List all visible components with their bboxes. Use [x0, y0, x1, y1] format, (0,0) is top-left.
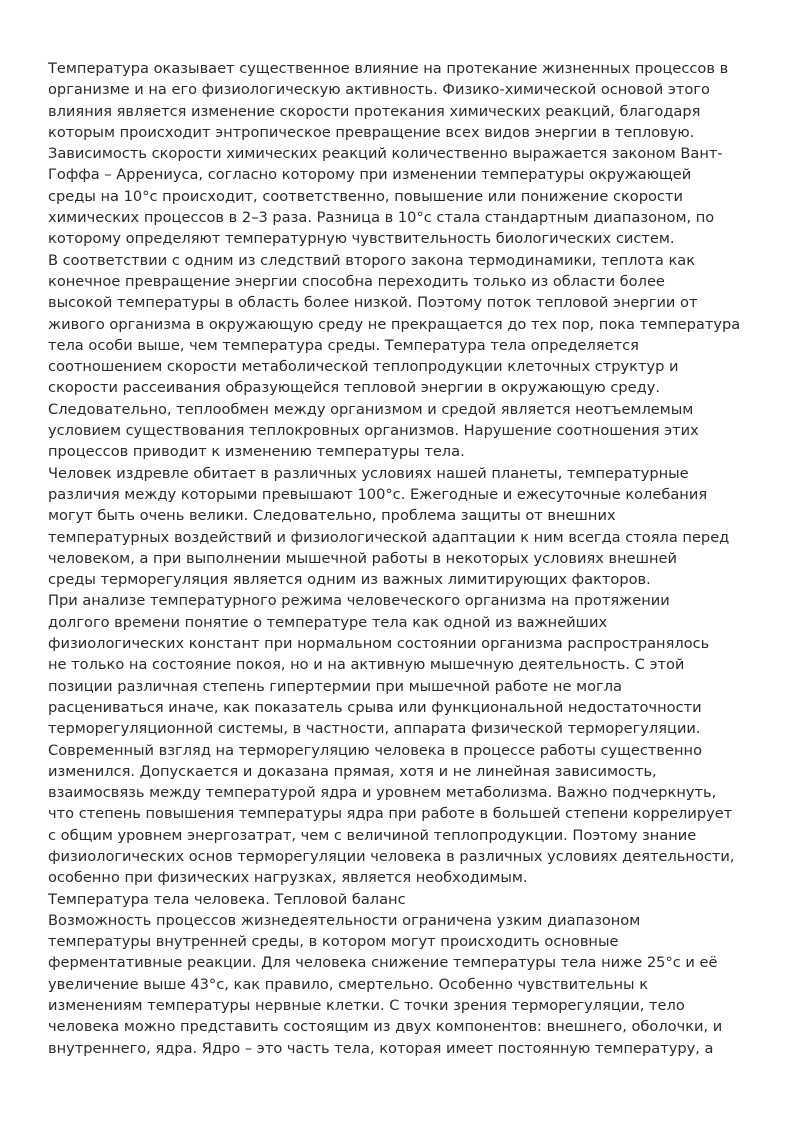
text-line: позиции различная степень гипертермии при мышечной работе не могла	[48, 677, 622, 695]
text-line: изменился. Допускается и доказана прямая, хотя и не линейная зависимость,	[48, 762, 657, 780]
text-line: В соответствии с одним из следствий второго закона термодинамики, теплота как	[48, 251, 696, 269]
text-line: Следовательно, теплообмен между организмом и средой является неотъемлемым	[48, 400, 694, 418]
text-line: тела особи выше, чем температура среды. Температура тела определяется	[48, 336, 639, 354]
text-line: Возможность процессов жизнедеятельности ограничена узким диапазоном	[48, 911, 641, 929]
text-line: влияния является изменение скорости протекания химических реакций, благодаря	[48, 102, 701, 120]
text-line: с общим уровнем энергозатрат, чем с величиной теплопродукции. Поэтому знание	[48, 826, 697, 844]
text-line: температурных воздействий и физиологической адаптации к ним всегда стояла перед	[48, 528, 730, 546]
paragraph-modern-view	[48, 740, 738, 889]
text-line: взаимосвязь между температурой ядра и уровнем метаболизма. Важно подчеркнуть,	[48, 784, 717, 802]
section-heading	[48, 889, 738, 910]
text-line: Температура оказывает существенное влияние на протекание жизненных процессов в	[48, 60, 729, 77]
text-line: которому определяют температурную чувствительность биологических систем.	[48, 230, 675, 248]
text-line: терморегуляционной системы, в частности, аппарата физической терморегуляции.	[48, 720, 701, 738]
text-line: Зависимость скорости химических реакций количественно выражается законом Вант-	[48, 145, 723, 163]
paragraph-temperature-influence	[48, 58, 738, 250]
text-line: изменениям температуры нервные клетки. С точки зрения терморегуляции, тело	[48, 997, 685, 1015]
text-line: температуры внутренней среды, в котором могут происходить основные	[48, 933, 619, 951]
text-line: физиологических основ терморегуляции человека в различных условиях деятельности,	[48, 847, 735, 865]
text-line: человека можно представить состоящим из двух компонентов: внешнего, оболочки, и	[48, 1018, 723, 1036]
text-line: не только на состояние покоя, но и на активную мышечную деятельность. С этой	[48, 656, 685, 674]
text-line: живого организма в окружающую среду не прекращается до тех пор, пока температура	[48, 315, 741, 333]
text-line: Человек издревле обитает в различных условиях нашей планеты, температурные	[48, 464, 689, 482]
text-line: различия между которыми превышают 100°с. Ежегодные и ежесуточные колебания	[48, 485, 708, 503]
text-line: химических процессов в 2–3 раза. Разница в 10°с стала стандартным диапазоном, по	[48, 209, 715, 227]
text-line: долгого времени понятие о температуре тела как одной из важнейших	[48, 613, 608, 631]
text-line: расцениваться иначе, как показатель срыва или функциональной недостаточности	[48, 698, 702, 716]
text-line: Современный взгляд на терморегуляцию человека в процессе работы существенно	[48, 741, 703, 759]
text-line: внутреннего, ядра. Ядро – это часть тела, которая имеет постоянную температуру, а	[48, 1039, 714, 1057]
heading-text: Температура тела человека. Тепловой баланс	[48, 890, 406, 908]
text-line: конечное превращение энергии способна переходить только из области более	[48, 272, 665, 290]
text-line: соотношением скорости метаболической теплопродукции клеточных структур и	[48, 358, 679, 376]
text-line: скорости рассеивания образующейся тепловой энергии в окружающую среду.	[48, 379, 660, 397]
paragraph-thermodynamics	[48, 250, 741, 463]
text-line: увеличение выше 43°с, как правило, смертельно. Особенно чувствительны к	[48, 975, 649, 993]
paragraph-temperature-regime	[48, 590, 738, 739]
text-line: особенно при физических нагрузках, является необходимым.	[48, 869, 528, 887]
text-line: физиологических констант при нормальном состоянии организма распространялось	[48, 635, 710, 653]
paragraph-human-conditions	[48, 463, 738, 591]
text-line: высокой температуры в область более низкой. Поэтому поток тепловой энергии от	[48, 294, 698, 312]
document-page	[48, 58, 741, 1059]
text-line: организме и на его физиологическую активность. Физико-химической основой этого	[48, 81, 710, 99]
text-line: условием существования теплокровных организмов. Нарушение соотношения этих	[48, 422, 699, 440]
text-line: ферментативные реакции. Для человека снижение температуры тела ниже 25°с и её	[48, 954, 718, 972]
text-line: среды терморегуляция является одним из важных лимитирующих факторов.	[48, 571, 651, 589]
text-line: процессов приводит к изменению температуры тела.	[48, 443, 465, 461]
text-line: которым происходит энтропическое превращение всех видов энергии в тепловую.	[48, 123, 695, 141]
text-line: При анализе температурного режима человеческого организма на протяжении	[48, 592, 670, 610]
text-line: среды на 10°с происходит, соответственно, повышение или понижение скорости	[48, 187, 683, 205]
text-line: могут быть очень велики. Следовательно, проблема защиты от внешних	[48, 507, 616, 525]
text-line: Гоффа – Аррениуса, согласно которому при изменении температуры окружающей	[48, 166, 692, 184]
text-line: что степень повышения температуры ядра при работе в большей степени коррелирует	[48, 805, 733, 823]
paragraph-body-temperature	[48, 910, 738, 1059]
text-line: человеком, а при выполнении мышечной работы в некоторых условиях внешней	[48, 549, 677, 567]
